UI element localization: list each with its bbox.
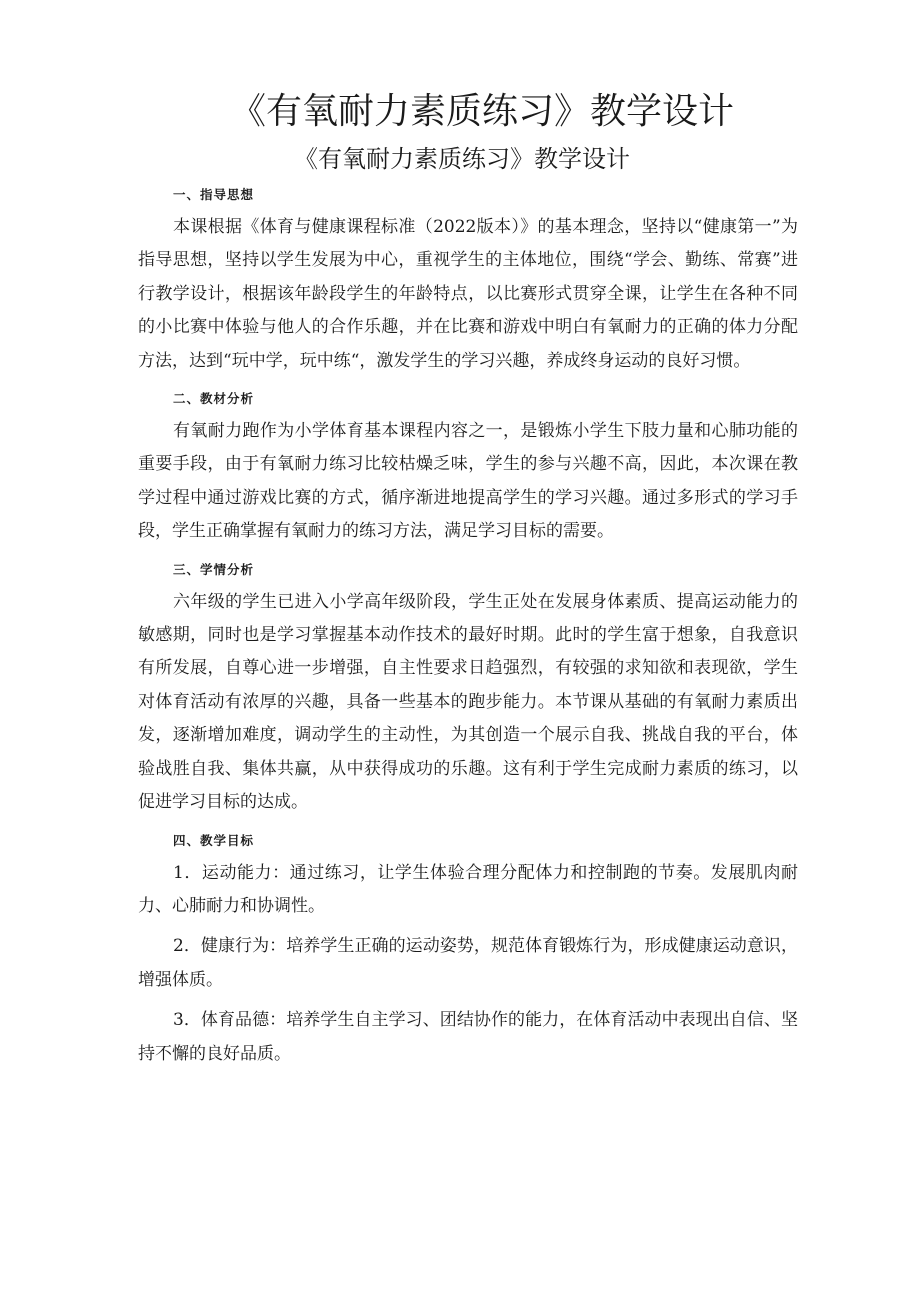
objective-item: 2．健康行为：培养学生正确的运动姿势，规范体育锻炼行为，形成健康运动意识，增强体质。 <box>138 936 798 990</box>
paragraph: 六年级的学生已进入小学高年级阶段，学生正处在发展身体素质、提高运动能力的敏感期，同时也是学习掌握基本动作技术的最好时期。此时的学生富于想象，自我意识有所发展，自尊心进一步增强，自主性要求日趋强烈，有较强的求知欲和表现欲，学生对体育活动有浓厚的兴趣，具备一些基本的跑步能力。本节课从基础的有氧耐力素质出发，逐渐增加难度，调动学生的主动性，为其创造一个展示自我、挑战自我的平台，体验战胜自我、集体共赢，从中获得成功的乐趣。这有利于学生完成耐力素质的练习，以促进学习目标的达成。 <box>138 591 798 813</box>
section-guiding-ideology <box>138 186 798 378</box>
objective-item: 1．运动能力：通过练习，让学生体验合理分配体力和控制跑的节奏。发展肌肉耐力、心肺耐力和协调性。 <box>138 862 798 916</box>
paragraph: 有氧耐力跑作为小学体育基本课程内容之一，是锻炼小学生下肢力量和心肺功能的重要手段，由于有氧耐力练习比较枯燥乏味，学生的参与兴趣不高，因此，本次课在教学过程中通过游戏比赛的方式，循序渐进地提高学生的学习兴趣。通过多形式的学习手段，学生正确掌握有氧耐力的练习方法，满足学习目标的需要。 <box>138 421 798 542</box>
section-heading: 一、指导思想 <box>173 187 255 202</box>
document-subtitle: 《有氧耐力素质练习》教学设计 <box>294 145 630 173</box>
section-heading: 三、学情分析 <box>173 561 255 577</box>
section-teaching-objectives <box>138 832 798 1071</box>
objective-item: 3．体育品德：培养学生自主学习、团结协作的能力，在体育活动中表现出自信、坚持不懈的良好品质。 <box>138 1010 798 1064</box>
document-title: 《有氧耐力素质练习》教学设计 <box>229 91 734 132</box>
section-learner-analysis <box>138 561 798 820</box>
paragraph: 本课根据《体育与健康课程标准（2022版本）》的基本理念，坚持以“健康第一”为指导思想，坚持以学生发展为中心，重视学生的主体地位，围绕“学会、勤练、常赛”进行教学设计，根据该年龄段学生的年龄特点，以比赛形式贯穿全课，让学生在各种不同的小比赛中体验与他人的合作乐趣，并在比赛和游戏中明白有氧耐力的正确的体力分配方法，达到“玩中学，玩中练“，激发学生的学习兴趣，养成终身运动的良好习惯。 <box>138 217 798 371</box>
section-heading: 二、教材分析 <box>173 391 255 407</box>
document-body <box>138 186 798 1071</box>
section-heading: 四、教学目标 <box>173 832 255 848</box>
section-material-analysis <box>138 390 798 549</box>
